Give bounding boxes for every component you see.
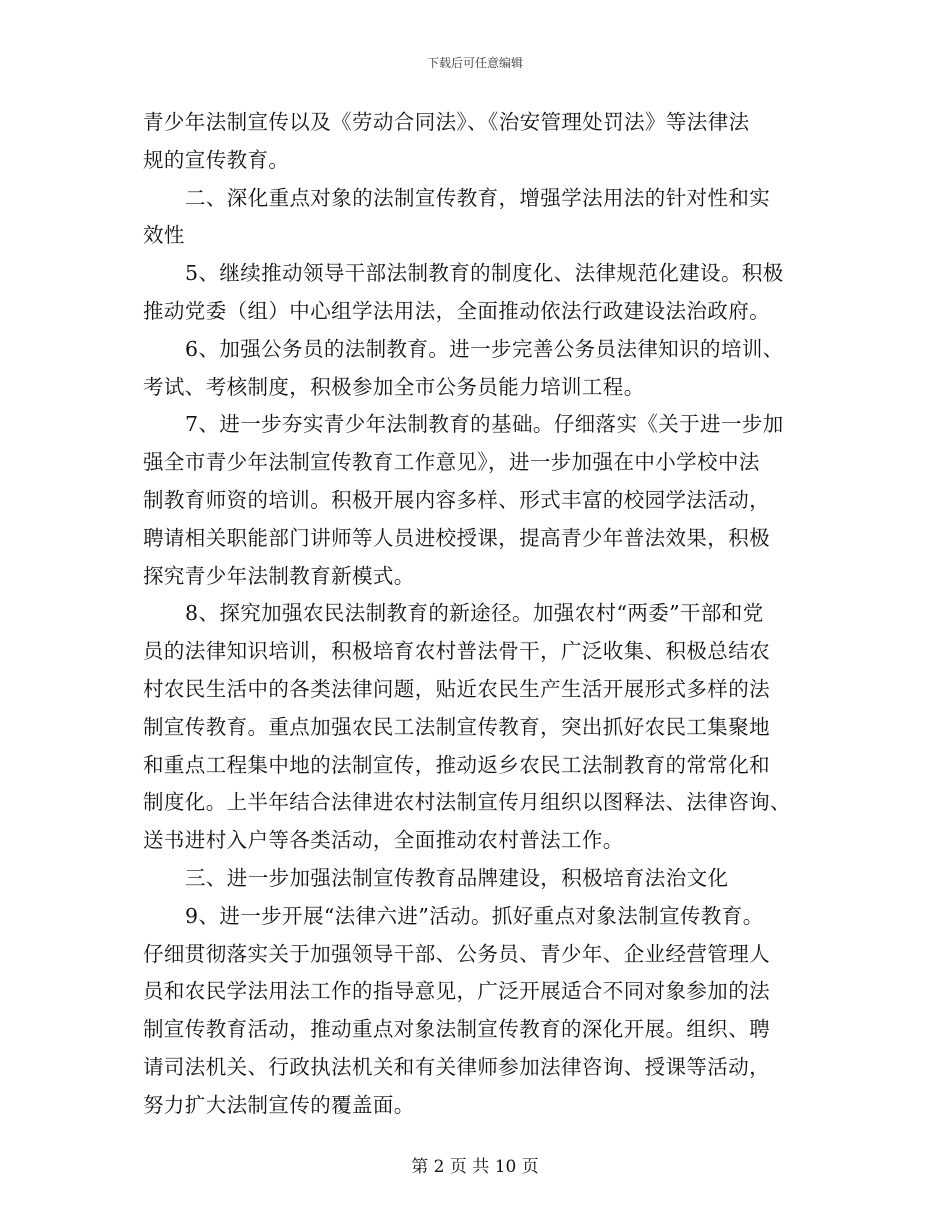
text-line: 制宣传教育活动，推动重点对象法制宣传教育的深化开展。组织、聘 bbox=[143, 1017, 770, 1042]
text-line: 制教育师资的培训。积极开展内容多样、形式丰富的校园学法活动， bbox=[143, 487, 770, 512]
text-line: 聘请相关职能部门讲师等人员进校授课，提高青少年普法效果，积极 bbox=[143, 525, 770, 550]
text-line: 9、进一步开展“法律六进”活动。抓好重点对象法制宣传教育。 bbox=[185, 903, 764, 928]
text-line: 8、探究加强农民法制教育的新途径。加强农村“两委”干部和党 bbox=[185, 601, 764, 626]
text-line: 6、加强公务员的法制教育。进一步完善公务员法律知识的培训、 bbox=[185, 336, 784, 361]
text-line: 村农民生活中的各类法律问题，贴近农民生产生活开展形式多样的法 bbox=[143, 676, 770, 701]
text-line: 推动党委（组）中心组学法用法，全面推动依法行政建设法治政府。 bbox=[143, 298, 770, 323]
text-line: 员的法律知识培训，积极培育农村普法骨干，广泛收集、积极总结农 bbox=[143, 639, 770, 664]
text-line: 青少年法制宣传以及《劳动合同法》、《治安管理处罚法》等法律法 bbox=[143, 110, 750, 134]
text-line: 探究青少年法制教育新模式。 bbox=[143, 563, 415, 588]
page-header-note: 下载后可任意编辑 bbox=[426, 56, 523, 70]
text-line: 制度化。上半年结合法律进农村法制宣传月组织以图释法、法律咨询、 bbox=[143, 790, 791, 815]
text-line: 送书进村入户等各类活动，全面推动农村普法工作。 bbox=[143, 828, 624, 853]
text-line: 规的宣传教育。 bbox=[143, 147, 290, 172]
text-line: 考试、考核制度，积极参加全市公务员能力培训工程。 bbox=[143, 374, 645, 399]
text-line: 二、深化重点对象的法制宣传教育，增强学法用法的针对性和实 bbox=[185, 185, 771, 210]
text-line: 努力扩大法制宣传的覆盖面。 bbox=[143, 1092, 415, 1117]
text-line: 员和农民学法用法工作的指导意见，广泛开展适合不同对象参加的法 bbox=[143, 979, 770, 1004]
text-line: 7、进一步夯实青少年法制教育的基础。仔细落实《关于进一步加 bbox=[185, 412, 784, 437]
text-line: 仔细贯彻落实关于加强领导干部、公务员、青少年、企业经营管理人 bbox=[143, 941, 770, 966]
text-line: 5、继续推动领导干部法制教育的制度化、法律规范化建设。积极 bbox=[185, 261, 784, 286]
text-line: 三、进一步加强法制宣传教育品牌建设，积极培育法治文化 bbox=[185, 865, 729, 890]
text-line: 和重点工程集中地的法制宣传，推动返乡农民工法制教育的常常化和 bbox=[143, 752, 770, 777]
page-number: 第 2 页 共 10 页 bbox=[411, 1157, 539, 1177]
text-line: 效性 bbox=[143, 223, 185, 248]
text-line: 制宣传教育。重点加强农民工法制宣传教育，突出抓好农民工集聚地 bbox=[143, 714, 770, 739]
document-body bbox=[143, 104, 808, 1125]
text-line: 强全市青少年法制宣传教育工作意见》，进一步加强在中小学校中法 bbox=[143, 450, 760, 475]
text-line: 请司法机关、行政执法机关和有关律师参加法律咨询、授课等活动， bbox=[143, 1054, 770, 1079]
